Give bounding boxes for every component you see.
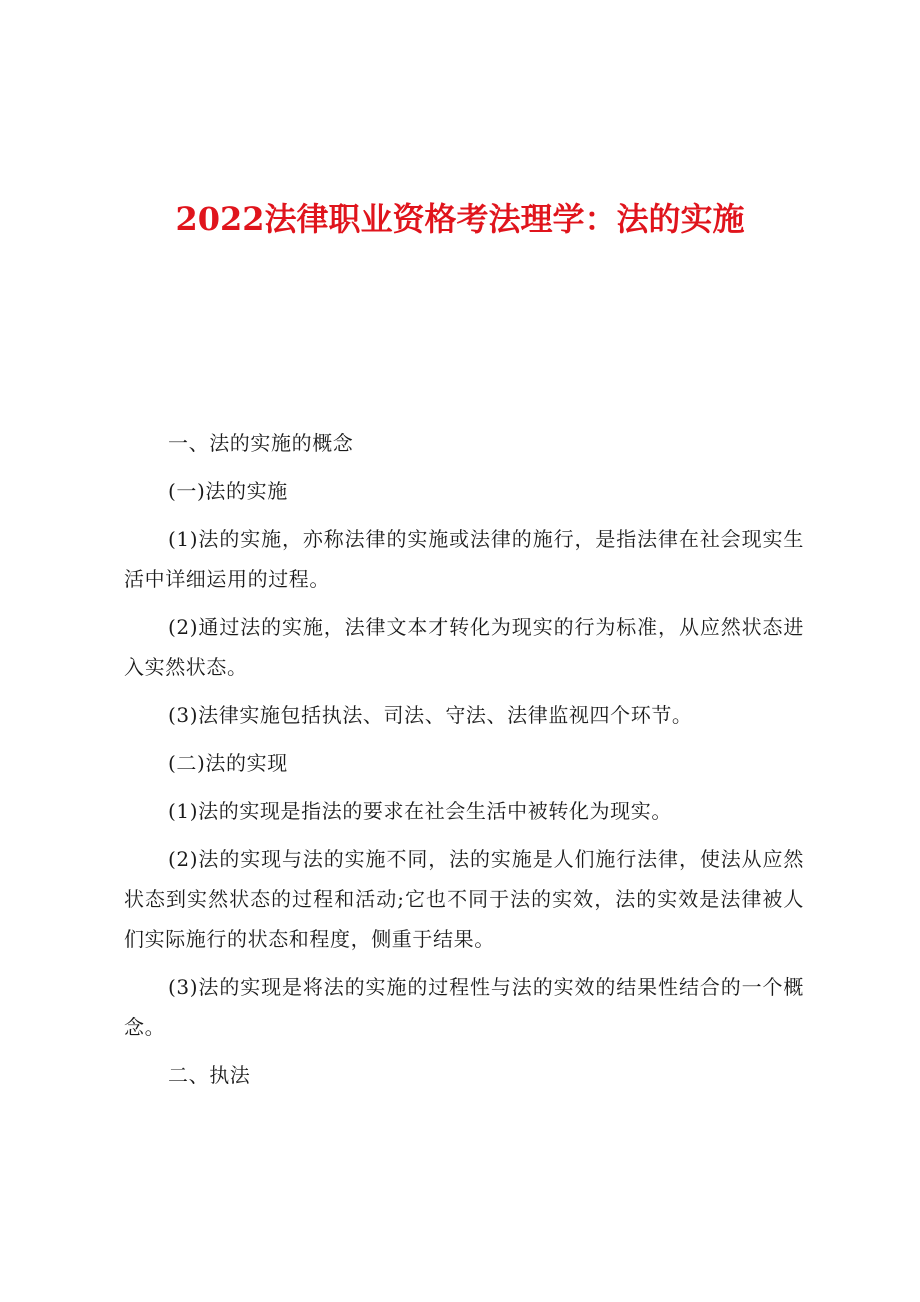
paragraph-implementation-3: (3)法律实施包括执法、司法、守法、法律监视四个环节。 [168, 703, 693, 727]
section-heading-enforcement: 二、执法 [168, 1063, 251, 1087]
paragraph-implementation-2: (2)通过法的实施，法律文本才转化为现实的行为标准，从应然状态进入实然状态。 [124, 615, 804, 679]
paragraph-realization-3: (3)法的实现是将法的实施的过程性与法的实效的结果性结合的一个概念。 [124, 975, 804, 1039]
section-heading-concept: 一、法的实施的概念 [168, 431, 354, 455]
document-title: 2022法律职业资格考法理学：法的实施 [175, 200, 745, 238]
subsection-heading-implementation: (一)法的实施 [168, 479, 288, 503]
paragraph-realization-1: (1)法的实现是指法的要求在社会生活中被转化为现实。 [168, 799, 672, 823]
paragraph-realization-2: (2)法的实现与法的实施不同，法的实施是人们施行法律，使法从应然状态到实然状态的过程和活动;它也不同于法的实效，法的实效是法律被人们实际施行的状态和程度，侧重于结果。 [124, 847, 804, 951]
paragraph-implementation-1: (1)法的实施，亦称法律的实施或法律的施行，是指法律在社会现实生活中详细运用的过程。 [124, 527, 804, 591]
subsection-heading-realization: (二)法的实现 [168, 751, 288, 775]
document-body [124, 423, 804, 1103]
